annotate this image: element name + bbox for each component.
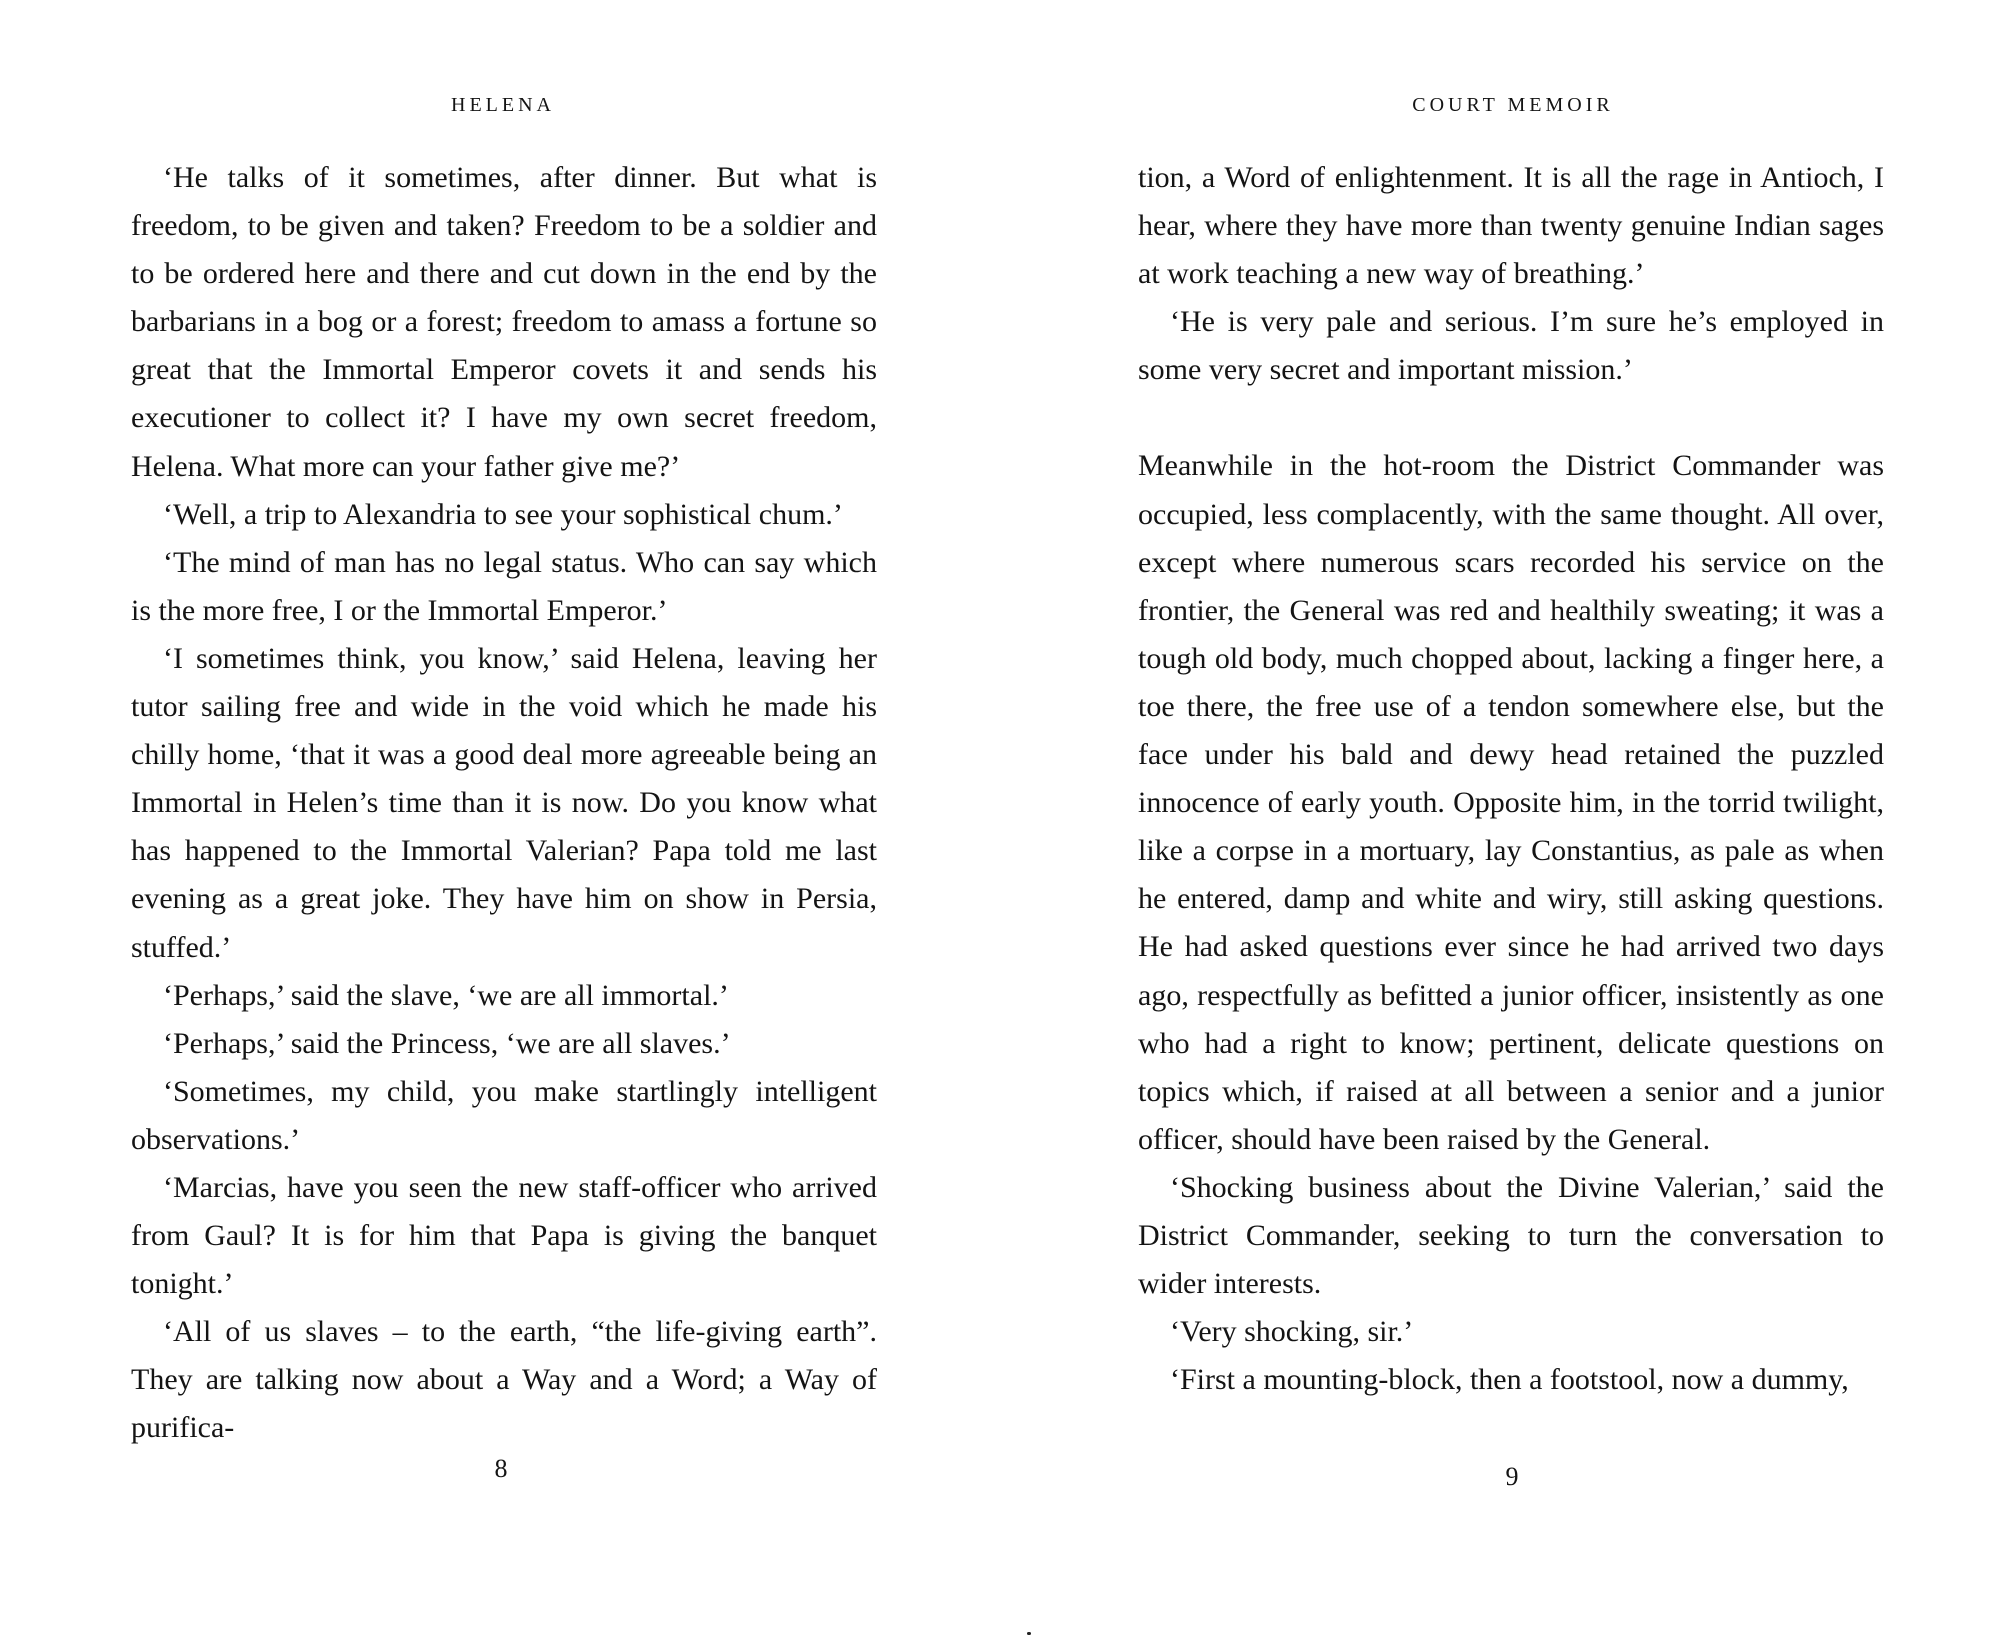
paragraph: ‘First a mounting-block, then a footstool, now a dummy, bbox=[1170, 1363, 1849, 1397]
page-number: 8 bbox=[494, 1454, 508, 1483]
paragraph: ‘He is very pale and serious. I’m sure he’s employed in some very secret and important mission.’ bbox=[1138, 305, 1884, 387]
right-page bbox=[1138, 0, 1884, 1635]
paragraph: ‘All of us slaves – to the earth, “the life-giving earth”. They are talking now about a Way and a Word; a Way of purifica- bbox=[131, 1315, 877, 1445]
paragraph: Meanwhile in the hot-room the District Commander was occupied, less complacently, with the same thought. All over, except where numerous scars recorded his service on the frontier, the General was red and healthily sweating; it was a tough old body, much chopped about, lacking a finger here, a toe there, the free use of a tendon somewhere else, but the face under his bald and dewy head retained the puzzled innocence of early youth. Opposite him, in the torrid twilight, like a corpse in a mortuary, lay Constantius, as pale as when he entered, damp and white and wiry, still asking questions. He had asked questions ever since he had arrived two days ago, respectfully as befitted a junior officer, insistently as one who had a right to know; pertinent, delicate questions on topics which, if raised at all between a senior and a junior officer, should have been raised by the General. bbox=[1138, 449, 1884, 1156]
running-head: HELENA bbox=[451, 94, 555, 116]
paragraph: ‘Well, a trip to Alexandria to see your sophistical chum.’ bbox=[163, 497, 843, 531]
paragraph: ‘He talks of it sometimes, after dinner. But what is freedom, to be given and taken? Freedom to be a soldier and to be ordered here and there and cut down in the end by the barbarians in a bog or a forest; freedom to amass a fortune so great that the Immortal Emperor covets it and sends his executioner to collect it? I have my own secret freedom, Helena. What more can your father give me?’ bbox=[131, 161, 877, 483]
paragraph: ‘Perhaps,’ said the slave, ‘we are all immortal.’ bbox=[163, 978, 729, 1012]
page-number: 9 bbox=[1505, 1462, 1519, 1491]
paragraph: ‘Sometimes, my child, you make startlingly intelligent observations.’ bbox=[131, 1074, 877, 1156]
running-head: COURT MEMOIR bbox=[1412, 94, 1614, 116]
paragraph: ‘Very shocking, sir.’ bbox=[1170, 1315, 1414, 1349]
paragraph: ‘Marcias, have you seen the new staff-officer who arrived from Gaul? It is for him that Papa is giving the banquet tonight.’ bbox=[131, 1170, 877, 1301]
paragraph: ‘Perhaps,’ said the Princess, ‘we are all slaves.’ bbox=[163, 1026, 731, 1060]
page-body bbox=[131, 154, 877, 1453]
paragraph: tion, a Word of enlightenment. It is all the rage in Antioch, I hear, where they have more than twenty genuine Indian sages at work teaching a new way of breathing.’ bbox=[1138, 161, 1884, 291]
paragraph: ‘The mind of man has no legal status. Who can say which is the more free, I or the Immortal Emperor.’ bbox=[131, 545, 877, 627]
paragraph: ‘Shocking business about the Divine Valerian,’ said the District Commander, seeking to turn the conversation to wider interests. bbox=[1138, 1170, 1884, 1301]
left-page bbox=[131, 0, 877, 1635]
paragraph: ‘I sometimes think, you know,’ said Helena, leaving her tutor sailing free and wide in the void which he made his chilly home, ‘that it was a good deal more agreeable being an Immortal in Helen’s time than it is now. Do you know what has happened to the Immortal Valerian? Papa told me last evening as a great joke. They have him on show in Persia, stuffed.’ bbox=[131, 641, 877, 964]
page-body bbox=[1138, 154, 1884, 1404]
